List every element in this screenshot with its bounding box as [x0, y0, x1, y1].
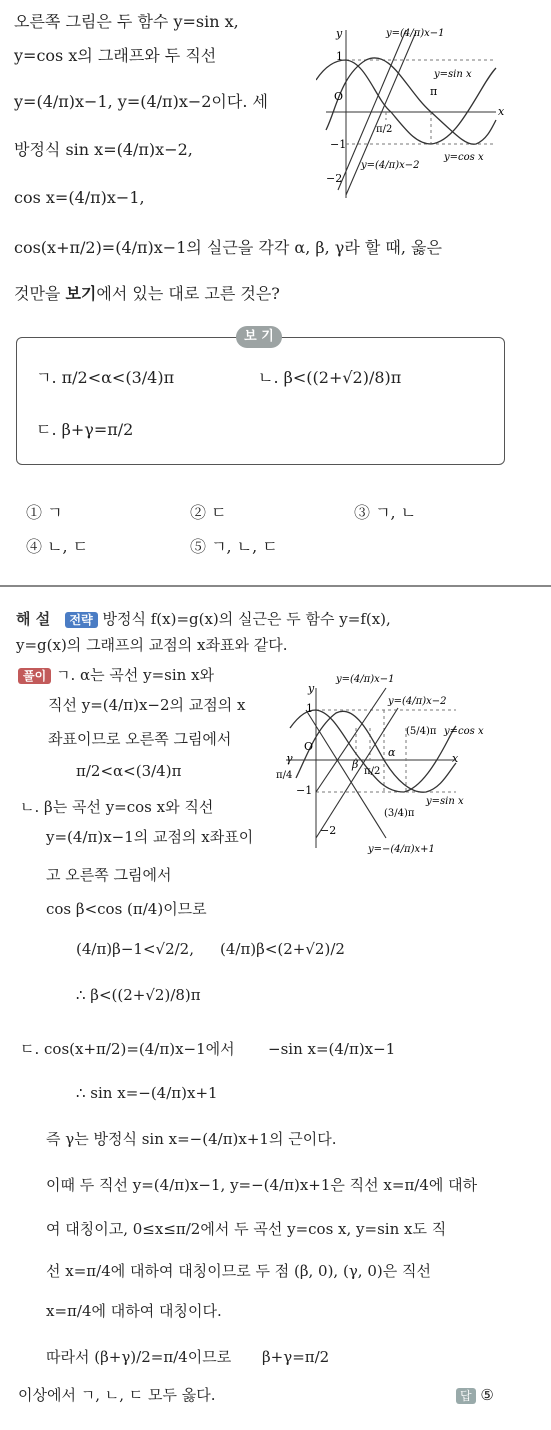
solution-s16: 선 x=π/4에 대하여 대칭이므로 두 점 (β, 0), (γ, 0)은 직선	[46, 1262, 431, 1280]
solution-s14: 이때 두 직선 y=(4/π)x−1, y=−(4/π)x+1은 직선 x=π/4에 대하	[46, 1176, 478, 1194]
answer-badge: 답	[456, 1388, 476, 1404]
bogi-item-d: ㄷ. β+γ=π/2	[36, 420, 134, 439]
graph2-sin-curve	[296, 711, 456, 792]
problem-line-3: y=(4/π)x−1, y=(4/π)x−2이다. 세	[14, 92, 268, 111]
option-3[interactable]: ③ ㄱ, ㄴ	[354, 503, 417, 522]
solution-s17: x=π/4에 대하여 대칭이다.	[46, 1302, 222, 1320]
svg-text:y=(4/π)x−1: y=(4/π)x−1	[336, 674, 395, 685]
solve-badge: 풀이	[18, 668, 51, 684]
svg-text:O: O	[304, 740, 314, 753]
svg-text:(5/4)π: (5/4)π	[406, 726, 437, 737]
solution-s18b: β+γ=π/2	[262, 1348, 330, 1366]
graph2-cos-curve	[290, 710, 456, 792]
solution-strategy-line-1: 해 설 전략 방정식 f(x)=g(x)의 실근은 두 함수 y=f(x),	[16, 610, 391, 628]
section-divider	[0, 585, 551, 587]
solution-s11a: ㄷ. cos(x+π/2)=(4/π)x−1에서	[20, 1040, 235, 1058]
solution-s1: 풀이 ㄱ. α는 곡선 y=sin x와	[18, 666, 214, 686]
svg-text:1: 1	[306, 702, 313, 715]
solution-s6: y=(4/π)x−1의 교점의 x좌표이	[46, 828, 254, 846]
svg-text:O: O	[334, 90, 344, 103]
bogi-item-n: ㄴ. β<((2+√2)/8)π	[258, 368, 402, 387]
svg-text:−2: −2	[326, 172, 343, 185]
problem-line-4: 방정식 sin x=(4/π)x−2,	[14, 140, 193, 159]
svg-text:−2: −2	[320, 824, 337, 837]
svg-text:π/2: π/2	[376, 124, 393, 135]
svg-text:y=(4/π)x−2: y=(4/π)x−2	[361, 160, 420, 171]
svg-text:β: β	[352, 758, 359, 771]
svg-text:−1: −1	[296, 784, 313, 797]
solution-answer: 답 ⑤	[456, 1386, 494, 1406]
solution-s19: 이상에서 ㄱ, ㄴ, ㄷ 모두 옳다.	[18, 1386, 216, 1404]
svg-text:π: π	[430, 85, 438, 98]
svg-text:π/2: π/2	[364, 766, 381, 777]
solution-s9a: (4/π)β−1<√2/2,	[76, 940, 194, 958]
svg-text:π/4: π/4	[276, 770, 293, 781]
solution-s18a: 따라서 (β+γ)/2=π/4이므로	[46, 1348, 232, 1366]
solution-s11b: −sin x=(4/π)x−1	[268, 1040, 396, 1058]
solution-s3: 좌표이므로 오른쪽 그림에서	[48, 730, 232, 748]
solution-s8: cos β<cos (π/4)이므로	[46, 900, 207, 918]
solution-s9b: (4/π)β<(2+√2)/2	[220, 940, 345, 958]
solution-strategy-line-2: y=g(x)의 그래프의 교점의 x좌표와 같다.	[16, 636, 288, 654]
solution-s5: ㄴ. β는 곡선 y=cos x와 직선	[20, 798, 214, 816]
problem-line-5: cos x=(4/π)x−1,	[14, 188, 145, 207]
bogi-item-g: ㄱ. π/2<α<(3/4)π	[36, 368, 175, 387]
solution-s2: 직선 y=(4/π)x−2의 교점의 x	[48, 696, 246, 714]
svg-text:y=cos x: y=cos x	[444, 152, 484, 163]
bogi-box	[16, 337, 505, 465]
solution-s13: 즉 γ는 방정식 sin x=−(4/π)x+1의 근이다.	[46, 1130, 337, 1148]
svg-text:(3/4)π: (3/4)π	[384, 808, 415, 819]
solution-title: 해 설	[16, 610, 51, 628]
svg-text:−1: −1	[330, 138, 347, 151]
svg-text:1: 1	[336, 50, 343, 63]
solution-s4: π/2<α<(3/4)π	[76, 762, 182, 780]
svg-text:x: x	[452, 752, 459, 765]
svg-text:y=(4/π)x−2: y=(4/π)x−2	[388, 696, 447, 707]
svg-text:y: y	[336, 27, 343, 40]
svg-text:γ: γ	[286, 752, 293, 765]
solution-s10: ∴ β<((2+√2)/8)π	[76, 986, 201, 1004]
svg-text:y=−(4/π)x+1: y=−(4/π)x+1	[368, 844, 435, 855]
solution-s15: 여 대칭이고, 0≤x≤π/2에서 두 곡선 y=cos x, y=sin x도 직	[46, 1220, 447, 1238]
problem-graph	[316, 20, 532, 205]
svg-text:y=sin x: y=sin x	[426, 796, 464, 807]
option-2[interactable]: ② ㄷ	[190, 503, 227, 522]
solution-graph	[276, 668, 536, 858]
option-5[interactable]: ⑤ ㄱ, ㄴ, ㄷ	[190, 537, 278, 556]
problem-line-6: cos(x+π/2)=(4/π)x−1의 실근을 각각 α, β, γ라 할 때, 옳은	[14, 238, 442, 257]
strategy-badge: 전략	[65, 612, 98, 628]
svg-text:y=cos x: y=cos x	[444, 726, 484, 737]
svg-text:y=sin x: y=sin x	[434, 69, 472, 80]
problem-line-7: 것만을 보기에서 있는 대로 고른 것은?	[14, 284, 280, 303]
svg-text:x: x	[498, 105, 505, 118]
option-4[interactable]: ④ ㄴ, ㄷ	[26, 537, 89, 556]
svg-text:α: α	[388, 746, 396, 759]
svg-text:y=(4/π)x−1: y=(4/π)x−1	[386, 28, 445, 39]
bogi-badge: 보 기	[236, 326, 282, 348]
solution-s12: ∴ sin x=−(4/π)x+1	[76, 1084, 218, 1102]
solution-s7: 고 오른쪽 그림에서	[46, 866, 172, 884]
problem-line-1: 오른쪽 그림은 두 함수 y=sin x,	[14, 12, 239, 31]
option-1[interactable]: ① ㄱ	[26, 503, 63, 522]
problem-line-2: y=cos x의 그래프와 두 직선	[14, 46, 217, 65]
svg-text:y: y	[308, 682, 315, 695]
